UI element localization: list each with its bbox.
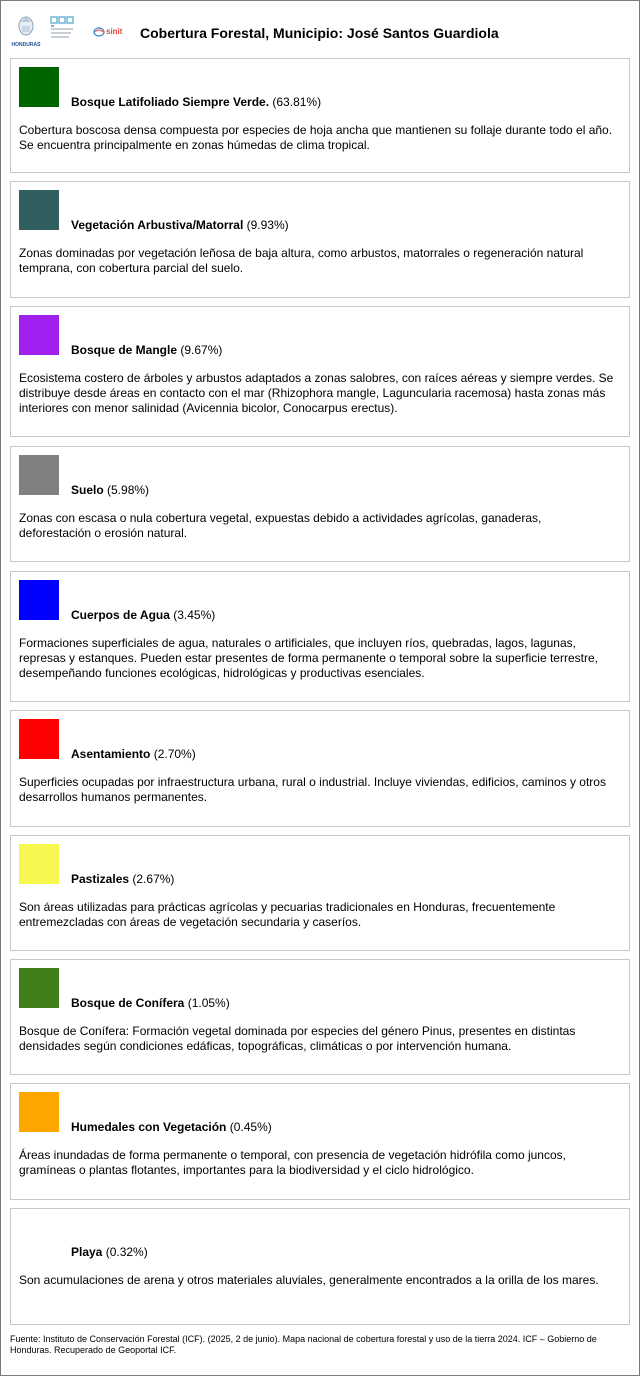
category-name: Suelo [71, 483, 104, 497]
category-percent: (2.67%) [132, 872, 175, 886]
honduras-logo [9, 14, 43, 50]
category-percent: (2.70%) [153, 747, 196, 761]
color-swatch [19, 455, 59, 495]
category-heading [71, 218, 289, 233]
category-card [10, 835, 630, 951]
category-name: Playa [71, 1245, 103, 1259]
category-card [10, 710, 630, 827]
category-name: Asentamiento [71, 747, 151, 761]
header [1, 1, 639, 57]
color-swatch [19, 67, 59, 107]
category-card [10, 58, 630, 173]
source-citation: Fuente: Instituto de Conservación Forestal (ICF). (2025, 2 de junio). Mapa nacional de cobertura forestal y uso de la tierra 2024. ICF – Gobierno de Honduras. Recuperado de Geoportal ICF. [10, 1334, 597, 1355]
category-card [10, 181, 630, 298]
category-heading [71, 343, 222, 358]
color-swatch [19, 315, 59, 355]
color-swatch [19, 844, 59, 884]
category-description: Cobertura boscosa densa compuesta por especies de hoja ancha que mantienen su follaje durante todo el año. Se encuentra principalmente en zonas húmedas de clima tropical. [19, 123, 613, 152]
category-name: Pastizales [71, 872, 130, 886]
color-swatch [19, 580, 59, 620]
category-percent: (9.93%) [246, 218, 289, 232]
category-percent: (3.45%) [173, 608, 216, 622]
secretaria-logo [47, 15, 87, 45]
category-card [10, 446, 630, 562]
category-heading [71, 996, 230, 1011]
category-percent: (9.67%) [180, 343, 223, 357]
color-swatch [19, 1217, 59, 1257]
category-description: Superficies ocupadas por infraestructura urbana, rural o industrial. Incluye viviendas, edificios, caminos y otros desarrollos humanos permanentes. [19, 775, 606, 804]
category-heading [71, 1120, 272, 1135]
page-title: Cobertura Forestal, Municipio: José Santos Guardiola [140, 25, 499, 41]
category-percent: (0.45%) [229, 1120, 272, 1134]
category-percent: (0.32%) [105, 1245, 148, 1259]
category-card [10, 959, 630, 1075]
category-heading [71, 483, 149, 498]
category-name: Bosque de Mangle [71, 343, 178, 357]
category-name: Vegetación Arbustiva/Matorral [71, 218, 244, 232]
category-percent: (63.81%) [272, 95, 322, 109]
color-swatch [19, 190, 59, 230]
sinit-logo [93, 23, 131, 39]
category-name: Bosque de Conífera [71, 996, 185, 1010]
category-card [10, 1083, 630, 1200]
category-description: Zonas con escasa o nula cobertura vegetal, expuestas debido a actividades agrícolas, ganaderas, deforestación o erosión natural. [19, 511, 542, 540]
category-name: Humedales con Vegetación [71, 1120, 227, 1134]
category-description: Son acumulaciones de arena y otros materiales aluviales, generalmente encontrados a la orilla de los mares. [19, 1273, 599, 1287]
sinit-logo-text: sinit [106, 27, 123, 36]
category-heading [71, 95, 321, 110]
category-description: Formaciones superficiales de agua, naturales o artificiales, que incluyen ríos, quebradas, lagos, lagunas, represas y estanques. Pueden estar presentes de forma permanente o temporal sobre la superficie terrestre, desempeñando funciones ecológicas, hidrológicas y productivas esenciales. [19, 636, 598, 680]
category-description: Ecosistema costero de árboles y arbustos adaptados a zonas salobres, con raíces aéreas y siempre verdes. Se distribuye desde áreas en contacto con el mar (Rhizophora mangle, Laguncularia racemosa) hasta zonas más interiores con menor salinidad (Avicennia bicolor, Conocarpus erectus). [19, 371, 614, 415]
category-description: Son áreas utilizadas para prácticas agrícolas y pecuarias tradicionales en Honduras, frecuentemente entremezcladas con áreas de vegetación secundaria y caseríos. [19, 900, 556, 929]
category-card [10, 571, 630, 702]
category-name: Bosque Latifoliado Siempre Verde. [71, 95, 270, 109]
category-heading [71, 747, 196, 762]
category-heading [71, 608, 215, 623]
category-description: Zonas dominadas por vegetación leñosa de baja altura, como arbustos, matorrales o regeneración natural temprana, con cobertura parcial del suelo. [19, 246, 584, 275]
category-card [10, 306, 630, 437]
category-description: Áreas inundadas de forma permanente o temporal, con presencia de vegetación hidrófila como juncos, gramíneas o plantas flotantes, importantes para la biodiversidad y el ciclo hidrológico. [19, 1148, 566, 1177]
category-card [10, 1208, 630, 1325]
category-name: Cuerpos de Agua [71, 608, 170, 622]
color-swatch [19, 719, 59, 759]
category-description: Bosque de Conífera: Formación vegetal dominada por especies del género Pinus, presentes en distintas densidades según condiciones edáficas, topográficas, climáticas o por intervención humana. [19, 1024, 576, 1053]
category-heading [71, 1245, 148, 1260]
category-heading [71, 872, 174, 887]
category-percent: (1.05%) [187, 996, 230, 1010]
category-percent: (5.98%) [107, 483, 150, 497]
color-swatch [19, 1092, 59, 1132]
honduras-logo-text: HONDURAS [11, 42, 41, 48]
color-swatch [19, 968, 59, 1008]
